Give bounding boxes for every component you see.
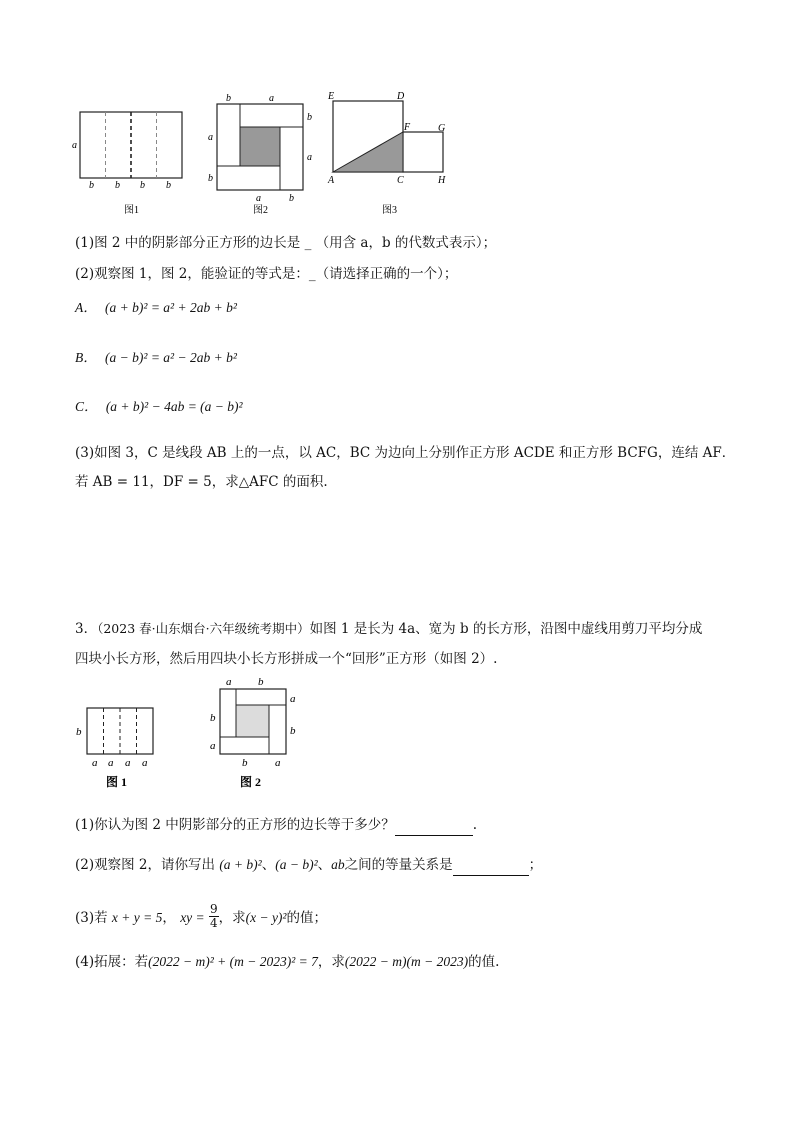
q2-fig3-point: C [397, 175, 404, 186]
q3-sub3-target: (x − y)² [245, 910, 287, 925]
q2-fig2-label: a [307, 152, 312, 163]
q3-fig2-label: a [275, 757, 281, 769]
q2-fig1-caption: 图1 [124, 205, 139, 216]
q3-intro-line1: 3．（2023 春·山东烟台·六年级统考期中）如图 1 是长为 4a、宽为 b 的长方形，沿图中虚线用剪刀平均分成 [75, 621, 703, 637]
q3-fig1-bottom-label: a [108, 757, 114, 769]
q3-fig1-caption: 图 1 [106, 775, 128, 789]
q3-sub4-condition: (2022 − m)² + (m − 2023)² = 7 [148, 954, 318, 969]
q2-fig3-point: H [438, 175, 446, 186]
q2-sub1: (1)图 2 中的阴影部分正方形的边长是 _ （用含 a，b 的代数式表示）； [75, 235, 497, 251]
q2-option-a-formula: (a + b)² = a² + 2ab + b² [105, 300, 237, 315]
q2-option-b-formula: (a − b)² = a² − 2ab + b² [105, 350, 237, 365]
q3-sub1-answer-blank[interactable] [395, 815, 473, 836]
q3-sub2: (2)观察图 2，请你写出 (a + b)²、(a − b)²、ab之间的等量关系是 ； [75, 855, 542, 876]
q3-sub3-fraction-numerator: 9 [209, 902, 218, 916]
q2-fig3 [327, 91, 446, 216]
q3-sub2-formula-2: (a − b)² [275, 857, 318, 872]
q2-option-b: B． (a − b)² = a² − 2ab + b² [75, 350, 237, 365]
q3-sub3: (3)若 x + y = 5， xy = $\frac{9}{4}$ ，求(x − y)²的值； [75, 902, 327, 930]
q2-fig3-point: F [404, 122, 411, 133]
q2-fig3-point: G [438, 123, 446, 134]
q3-sub3-fraction [209, 903, 219, 930]
q2-fig2-label: a [256, 193, 261, 204]
q2-sub1-blank: _ [304, 235, 312, 251]
q3-fig2 [210, 676, 296, 789]
q3-sub4-target: (2022 − m)(m − 2023) [344, 954, 469, 969]
q3-fig1-bottom-label: a [142, 757, 148, 769]
q2-sub2-blank: _ [308, 266, 316, 282]
q2-fig1-side-label: a [72, 140, 77, 151]
q3-fig1-bottom-label: a [125, 757, 131, 769]
q2-fig3-point: E [328, 91, 335, 102]
q3-fig2-label: a [226, 676, 232, 688]
q3-fig1 [76, 708, 153, 789]
q2-fig1-bottom-label: b [115, 180, 120, 191]
q2-option-c: C． (a + b)² − 4ab = (a − b)² [75, 399, 243, 414]
q2-fig2-label: b [208, 173, 213, 184]
q2-sub3-line1: (3)如图 3，C 是线段 AB 上的一点，以 AC，BC 为边向上分别作正方形 ACDE 和正方形 BCFG，连结 AF． [75, 445, 736, 461]
q2-fig1-bottom-label: b [166, 180, 171, 191]
q3-figures [70, 672, 310, 792]
q2-fig2-label: b [307, 112, 312, 123]
q3-sub3-fraction-denominator: 4 [209, 916, 218, 930]
q2-fig1-bottom-label: b [140, 180, 145, 191]
q2-fig3-point: D [397, 91, 405, 102]
q2-fig2 [208, 93, 312, 216]
q3-sub2-answer-blank[interactable] [453, 855, 529, 876]
q3-sub3-condition-1: x + y = 5 [111, 910, 163, 925]
q3-sub2-formula-1: (a + b)² [219, 857, 262, 872]
q3-fig1-bottom-label: a [92, 757, 98, 769]
q3-sub2-formula-3: ab [331, 857, 345, 872]
q2-fig1-bottom-label: b [89, 180, 94, 191]
q3-sub4: (4)拓展：若(2022 − m)² + (m − 2023)² = 7，求(2022 − m)(m − 2023)的值. [75, 954, 500, 970]
q3-fig2-label: b [210, 712, 216, 724]
q2-fig2-label: a [208, 132, 213, 143]
q3-source: （2023 春·山东烟台·六年级统考期中） [97, 621, 310, 636]
q2-fig3-caption: 图3 [382, 205, 397, 216]
q3-fig2-label: a [210, 740, 216, 752]
q3-number: 3． [75, 621, 98, 637]
q2-figures [60, 90, 480, 220]
q3-fig2-label: a [290, 693, 296, 705]
q2-fig2-caption: 图2 [253, 205, 268, 216]
q2-fig2-label: a [269, 93, 274, 104]
q2-sub2: (2)观察图 1，图 2，能验证的等式是：_（请选择正确的一个）； [75, 266, 458, 282]
q3-fig1-side-label: b [76, 726, 82, 738]
q2-fig2-label: b [226, 93, 231, 104]
q2-option-c-formula: (a + b)² − 4ab = (a − b)² [105, 399, 243, 414]
q2-fig2-label: b [289, 193, 294, 204]
q3-intro-line2: 四块小长方形，然后用四块小长方形拼成一个“回形”正方形（如图 2）. [75, 651, 498, 667]
q3-fig2-caption: 图 2 [240, 775, 262, 789]
q3-fig2-label: b [242, 757, 248, 769]
q2-fig1 [72, 112, 182, 216]
q2-sub3-line2: 若 AB = 11，DF = 5，求△AFC 的面积. [75, 474, 328, 490]
q3-fig2-label: b [290, 725, 296, 737]
q2-fig3-point: A [328, 175, 335, 186]
q3-sub3-condition-2: xy = [180, 910, 205, 925]
q3-fig2-label: b [258, 676, 264, 688]
q2-option-a: A． (a + b)² = a² + 2ab + b² [75, 300, 237, 315]
q3-sub1: (1)你认为图 2 中阴影部分的正方形的边长等于多少？ . [75, 815, 477, 836]
